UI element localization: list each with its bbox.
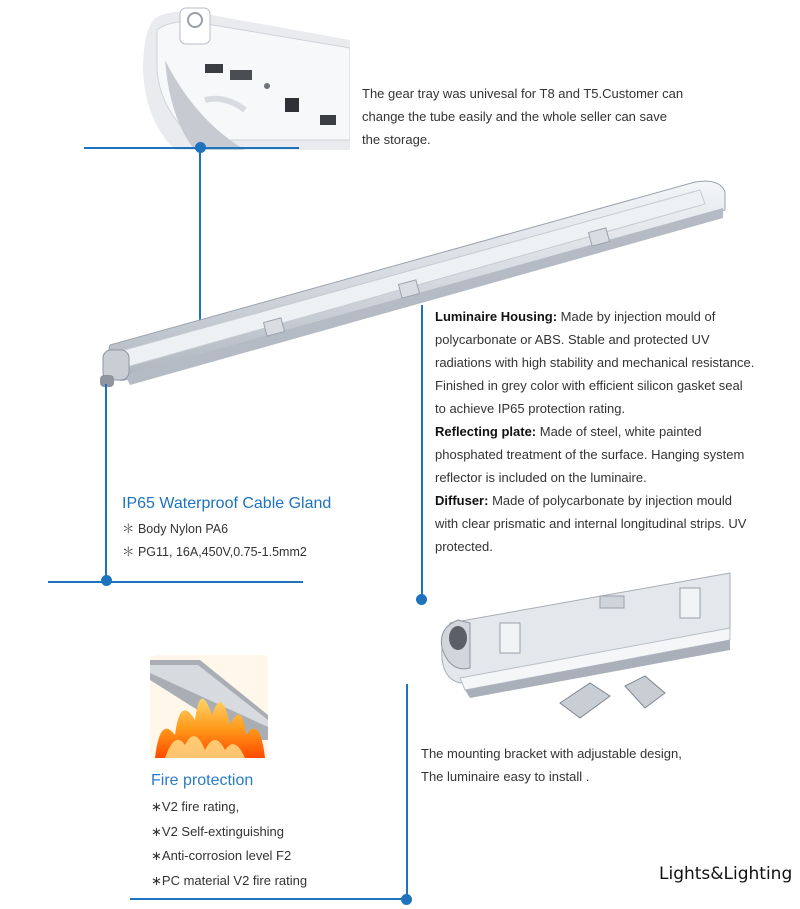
mounting-line1: The mounting bracket with adjustable design, <box>421 746 682 761</box>
mounting-description <box>421 742 741 788</box>
brand-watermark: Lights&Lighting <box>659 864 793 884</box>
fire-image <box>150 655 268 758</box>
housing-text: Made by injection mould of polycarbonate or ABS. Stable and protected UV radiations with high stability and mechanical resistance. Finished in grey color with efficient silicon gasket seal to achieve IP65 protection rating. <box>435 309 755 416</box>
housing-title: Luminaire Housing: <box>435 309 558 324</box>
fire-item: ∗V2 fire rating, <box>151 799 240 814</box>
cable-gland-title: IP65 Waterproof Cable Gland <box>122 495 332 512</box>
diffuser-text: Made of polycarbonate by injection mould with clear prismatic and internal longitudinal strips. UV protected. <box>435 493 747 554</box>
mounting-bracket-photo <box>430 568 735 723</box>
diffuser-title: Diffuser: <box>435 493 489 508</box>
connector-line <box>105 384 107 579</box>
connector-line <box>48 581 303 583</box>
specs-block <box>435 305 755 558</box>
fire-item: ∗Anti-corrosion level F2 <box>151 848 292 863</box>
fire-title: Fire protection <box>151 772 254 789</box>
fire-list <box>151 795 307 893</box>
mounting-line2: The luminaire easy to install . <box>421 769 590 784</box>
fire-item: ∗PC material V2 fire rating <box>151 872 308 888</box>
cable-gland-item: ＊ PG11, 16A,450V,0.75-1.5mm2 <box>122 545 307 559</box>
cable-gland-list <box>122 518 307 564</box>
gear-tray-photo <box>135 0 350 150</box>
connector-line <box>84 147 299 149</box>
gear-tray-description: The gear tray was univesal for T8 and T5.Customer can change the tube easily and the whole seller can save the storage. <box>362 86 684 147</box>
connector-line <box>130 898 410 900</box>
reflecting-text: Made of steel, white painted phosphated treatment of the surface. Hanging system reflector is included on the luminaire. <box>435 424 745 485</box>
connector-line <box>406 684 408 899</box>
connector-line <box>421 305 423 598</box>
cable-gland-item: ＊ Body Nylon PA6 <box>122 522 229 536</box>
fire-item: ∗V2 Self-extinguishing <box>151 823 285 839</box>
connector-dot <box>416 594 427 605</box>
reflecting-title: Reflecting plate: <box>435 424 537 439</box>
